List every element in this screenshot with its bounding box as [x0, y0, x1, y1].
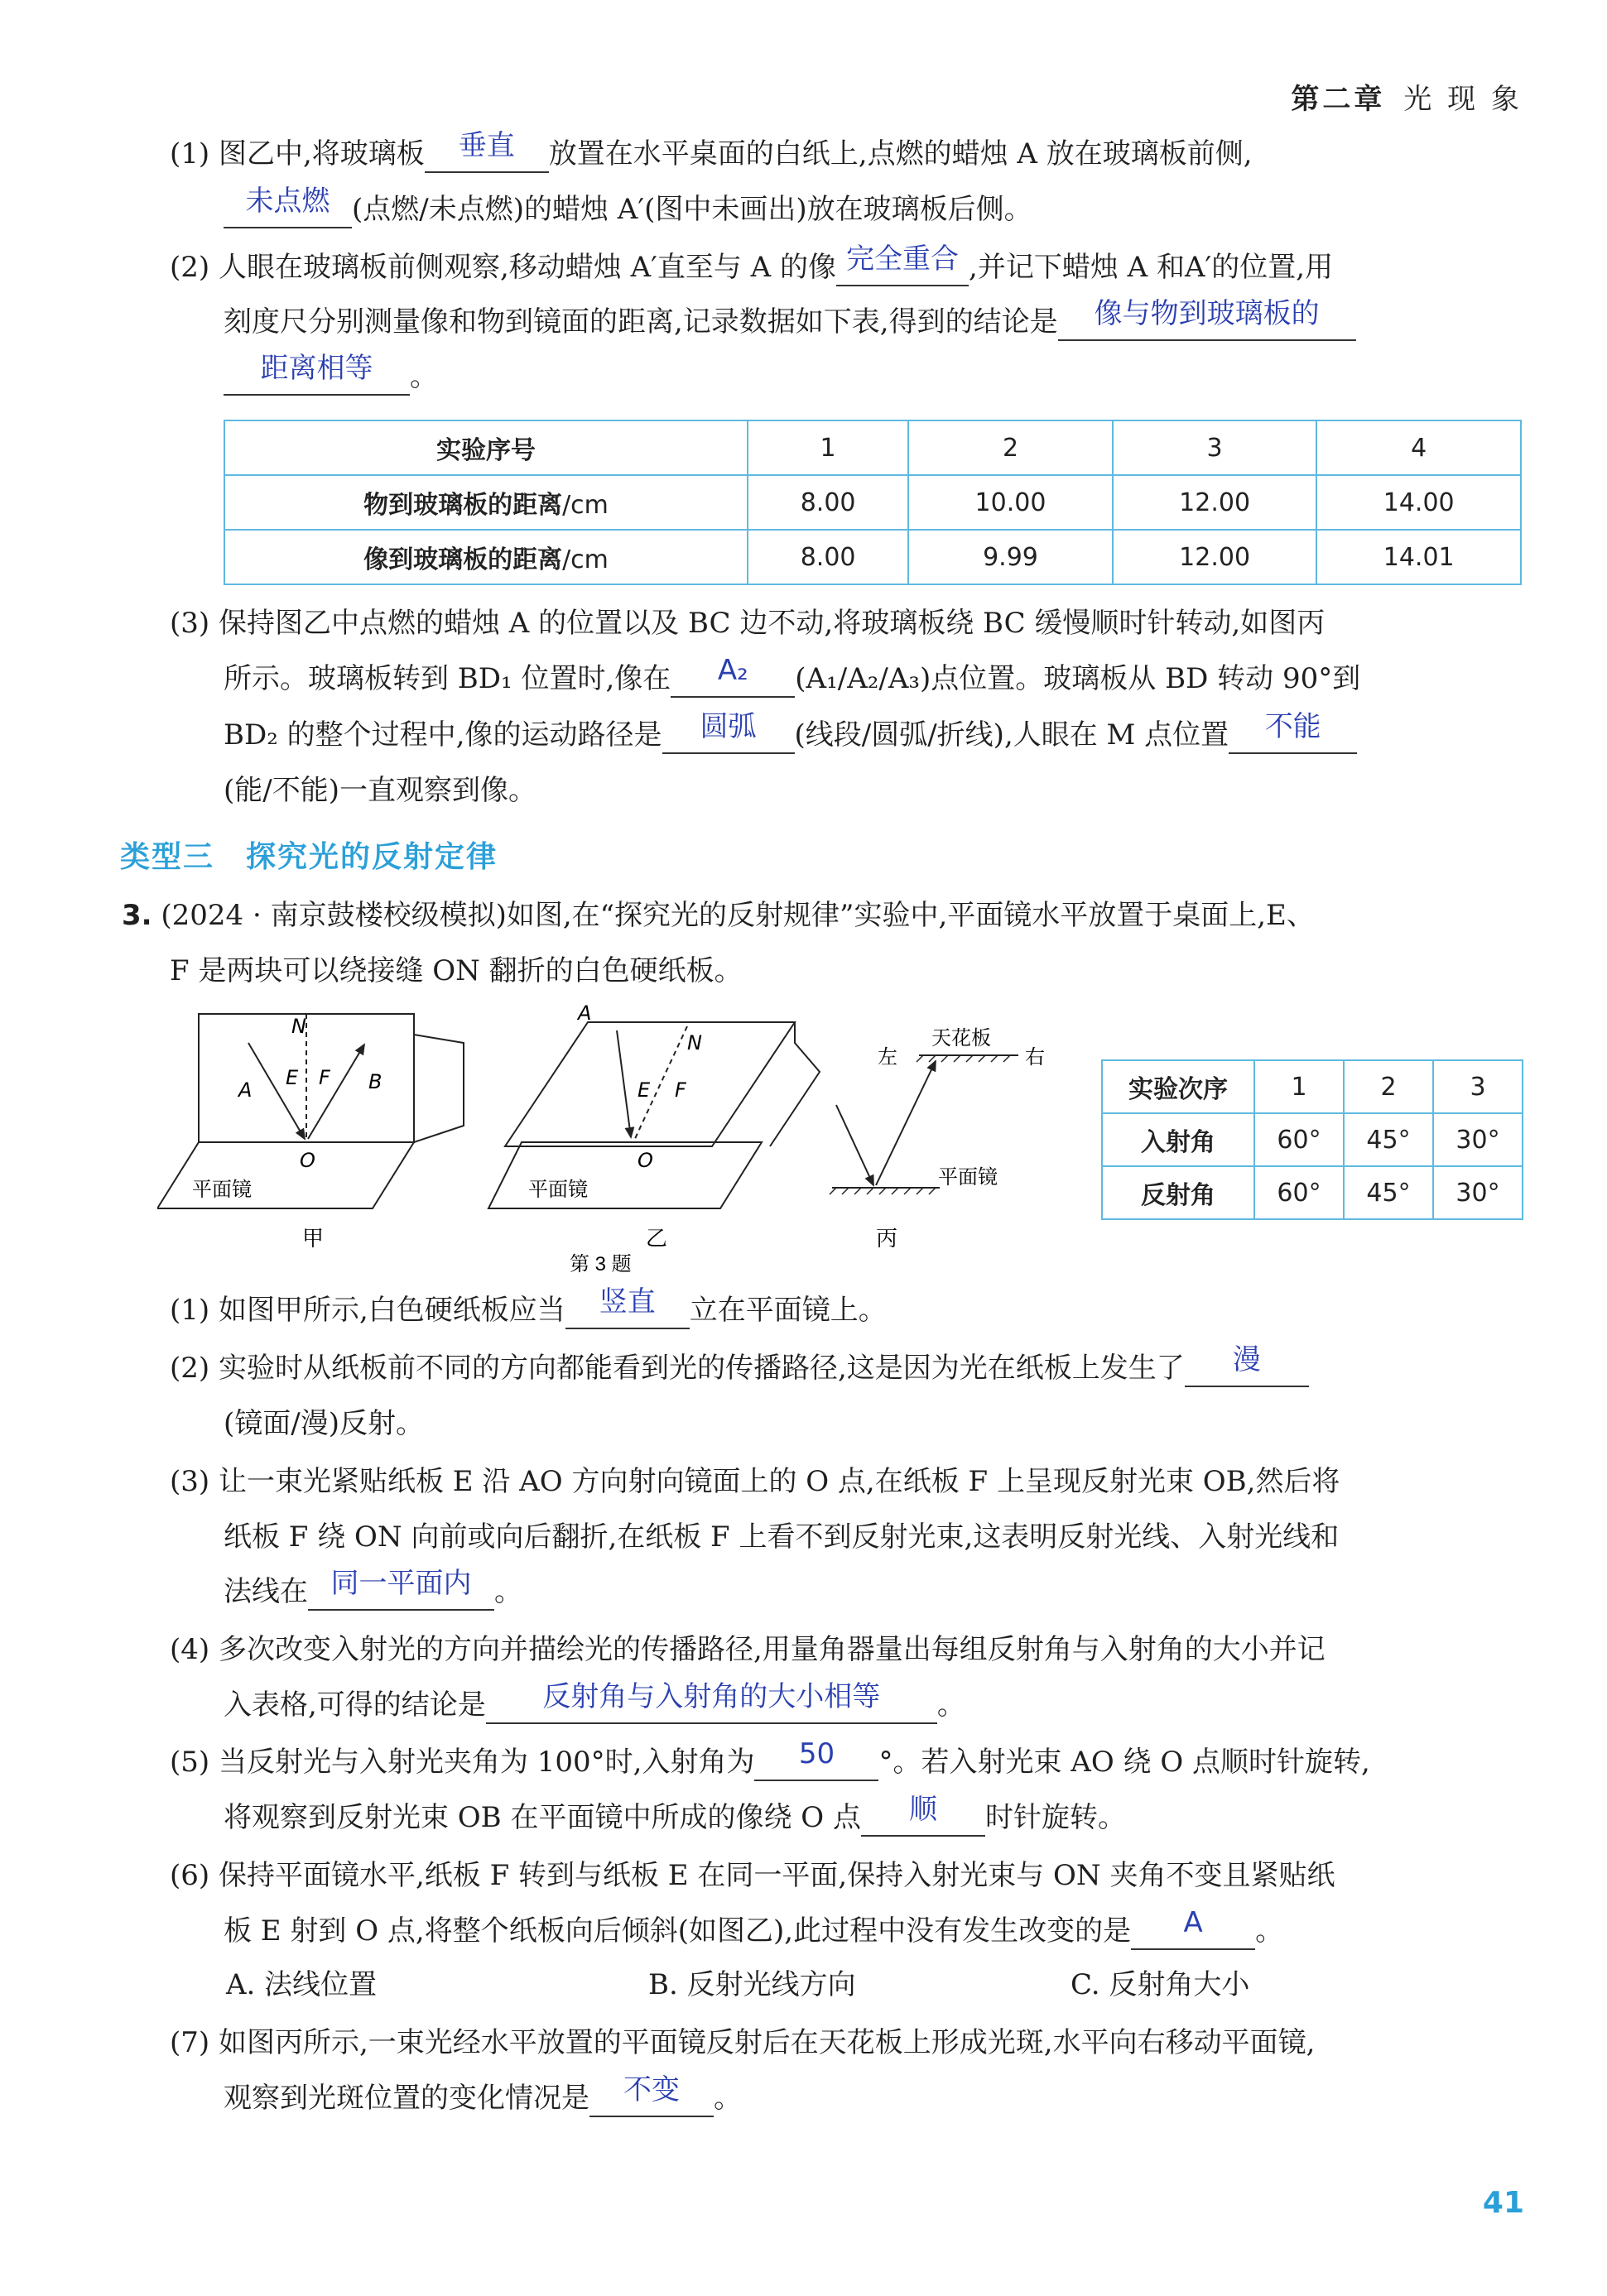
text: 时针旋转。 — [984, 1801, 1126, 1834]
figure-bing — [830, 1027, 1045, 1251]
jia-mirror-label: 平面镜 — [192, 1179, 252, 1201]
chapter-number: 第二章 — [1291, 83, 1386, 116]
q3-part3-line1 — [170, 1463, 1340, 1501]
q3-part6-line1 — [170, 1856, 1335, 1895]
answer-blank[interactable] — [1131, 1906, 1255, 1950]
answer-blank[interactable] — [425, 129, 549, 173]
text: 刻度尺分别测量像和物到镜面的距离,记录数据如下表,得到的结论是 — [224, 305, 1058, 339]
text: ,并记下蜡烛 A 和A′的位置,用 — [969, 251, 1334, 284]
jia-label-n: N — [291, 1015, 306, 1038]
text: (2) 人眼在玻璃板前侧观察,移动蜡烛 A′直至与 A 的像 — [170, 251, 837, 284]
chapter-title: 光 现 象 — [1403, 83, 1523, 116]
handwritten-answer: 竖直 — [599, 1285, 656, 1319]
text: (1) 图乙中,将玻璃板 — [170, 137, 425, 171]
distance-table — [224, 420, 1522, 585]
text: 将观察到反射光束 OB 在平面镜中所成的像绕 O 点 — [224, 1801, 861, 1834]
text: 观察到光斑位置的变化情况是 — [224, 2082, 589, 2115]
row-label — [224, 530, 748, 584]
figure-3-diagrams — [157, 1001, 1076, 1275]
text: (镜面/漫)反射。 — [224, 1407, 424, 1440]
row-unit: /cm — [562, 545, 609, 574]
row-label: 入射角 — [1102, 1113, 1254, 1166]
yi-label-o: O — [638, 1149, 653, 1172]
text: 板 E 射到 O 点,将整个纸板向后倾斜(如图乙),此过程中没有发生改变的是 — [224, 1914, 1132, 1948]
yi-incident-ray — [617, 1030, 631, 1137]
yi-label-a: A — [578, 1001, 592, 1025]
table-cell: 12.00 — [1113, 475, 1317, 530]
text: °。若入射光束 AO 绕 O 点顺时针旋转, — [878, 1746, 1370, 1779]
text: 。 — [494, 1575, 522, 1608]
q2-part2-line2 — [224, 297, 1356, 341]
text: (3) 让一束光紧贴纸板 E 沿 AO 方向射向镜面上的 O 点,在纸板 F 上呈现反射光束 OB,然后将 — [170, 1465, 1340, 1498]
q2-part3-line4 — [224, 771, 536, 809]
text: 。 — [410, 360, 438, 393]
text: (A₁/A₂/A₃)点位置。玻璃板从 BD 转动 90°到 — [795, 662, 1361, 695]
table-header-cell: 3 — [1433, 1060, 1523, 1113]
answer-blank[interactable] — [836, 243, 969, 286]
q3-part5-line1 — [170, 1737, 1370, 1781]
bing-right-label: 右 — [1025, 1046, 1045, 1069]
text: (6) 保持平面镜水平,纸板 F 转到与纸板 E 在同一平面,保持入射光束与 ON 夹角不变且紧贴纸 — [170, 1859, 1335, 1892]
row-label — [224, 475, 748, 530]
q3-part7-line2 — [224, 2073, 742, 2117]
text: 。 — [714, 2082, 742, 2115]
answer-blank[interactable] — [308, 1567, 494, 1611]
table-header-cell: 实验次序 — [1102, 1060, 1254, 1113]
table-cell: 45° — [1344, 1113, 1433, 1166]
bing-incident-ray — [836, 1105, 873, 1185]
table-header-cell: 实验序号 — [224, 420, 748, 475]
jia-label-o: O — [300, 1149, 315, 1172]
table-row — [224, 475, 1521, 530]
figure-caption: 第 3 题 — [570, 1253, 632, 1275]
handwritten-answer: 50 — [798, 1737, 835, 1770]
handwritten-answer: 完全重合 — [846, 243, 960, 276]
handwritten-answer: 顺 — [908, 1793, 937, 1826]
q3-part2-line1 — [170, 1343, 1309, 1387]
bing-ceiling-label: 天花板 — [931, 1027, 991, 1050]
table-header-cell: 2 — [1344, 1060, 1433, 1113]
q3-part1 — [170, 1285, 887, 1329]
q3-part3-line2 — [224, 1518, 1339, 1556]
table-cell: 45° — [1344, 1166, 1433, 1219]
q3-part7-line1 — [170, 2024, 1315, 2062]
bing-left-label: 左 — [878, 1046, 897, 1069]
row-label: 反射角 — [1102, 1166, 1254, 1219]
row-label-text: 物到玻璃板的距离 — [363, 491, 563, 520]
jia-label-b: B — [368, 1070, 383, 1093]
answer-blank[interactable] — [1185, 1343, 1309, 1387]
row-label-text: 像到玻璃板的距离 — [363, 545, 563, 574]
row-unit: /cm — [562, 491, 609, 520]
bing-name: 丙 — [876, 1226, 898, 1251]
section-title: 类型三 探究光的反射定律 — [120, 840, 498, 874]
table-cell: 60° — [1254, 1166, 1344, 1219]
table-header-row — [1102, 1060, 1523, 1113]
table-row — [1102, 1113, 1523, 1166]
handwritten-answer: 距离相等 — [260, 352, 373, 385]
table-cell: 8.00 — [748, 530, 908, 584]
jia-board-fold — [414, 1035, 464, 1142]
bing-mirror-hatch — [830, 1188, 936, 1194]
q2-part2-line1 — [170, 243, 1334, 286]
q2-part3-line2 — [224, 654, 1361, 698]
text: (2024 · 南京鼓楼校级模拟)如图,在“探究光的反射规律”实验中,平面镜水平放置于桌面上,E、 — [161, 899, 1315, 932]
yi-board-edge — [770, 1022, 820, 1146]
jia-name: 甲 — [302, 1226, 325, 1251]
answer-blank[interactable] — [224, 185, 352, 228]
q3-intro-line1 — [122, 896, 1315, 934]
handwritten-answer: 不能 — [1264, 710, 1321, 743]
handwritten-answer: 垂直 — [458, 129, 515, 162]
table-cell: 8.00 — [748, 475, 908, 530]
answer-blank[interactable] — [1229, 710, 1357, 754]
figure-yi — [488, 1001, 820, 1251]
q3-part4-line1 — [170, 1631, 1326, 1669]
answer-blank[interactable] — [671, 654, 795, 698]
table-row — [1102, 1166, 1523, 1219]
answer-blank[interactable] — [861, 1793, 985, 1837]
angle-table — [1101, 1059, 1523, 1220]
yi-label-e: E — [638, 1078, 651, 1102]
handwritten-answer: A — [1183, 1906, 1203, 1939]
answer-blank[interactable] — [589, 2073, 714, 2117]
jia-reflected-ray — [308, 1045, 364, 1139]
text: 放置在水平桌面的白纸上,点燃的蜡烛 A 放在玻璃板前侧, — [548, 137, 1253, 171]
handwritten-answer: 像与物到玻璃板的 — [1094, 297, 1320, 330]
q3-part6-line2 — [224, 1906, 1284, 1950]
q2-part1-line1 — [170, 129, 1253, 173]
jia-incident-ray — [248, 1043, 305, 1139]
chapter-header — [1291, 76, 1523, 117]
handwritten-answer: 圆弧 — [700, 710, 757, 743]
question-number: 3. — [122, 899, 152, 932]
table-header-cell: 2 — [908, 420, 1113, 475]
answer-blank[interactable] — [662, 710, 795, 754]
text: BD₂ 的整个过程中,像的运动路径是 — [224, 718, 662, 752]
option-a[interactable]: A. 法线位置 — [226, 1968, 378, 2001]
text: (7) 如图丙所示,一束光经水平放置的平面镜反射后在天花板上形成光斑,水平向右移动平面镜, — [170, 2026, 1316, 2059]
jia-label-e: E — [286, 1066, 299, 1089]
text: 纸板 F 绕 ON 向前或向后翻折,在纸板 F 上看不到反射光束,这表明反射光线、入射光线和 — [224, 1520, 1340, 1554]
q3-part5-line2 — [224, 1793, 1126, 1837]
q2-part3-line1 — [170, 604, 1325, 642]
handwritten-answer: 未点燃 — [245, 185, 330, 218]
text: (点燃/未点燃)的蜡烛 A′(图中未画出)放在玻璃板后侧。 — [352, 193, 1032, 226]
table-cell: 30° — [1433, 1166, 1523, 1219]
text: (5) 当反射光与入射光夹角为 100°时,入射角为 — [170, 1746, 755, 1779]
bing-reflected-ray — [876, 1061, 936, 1185]
q2-part1-line2 — [224, 185, 1032, 228]
handwritten-answer: 漫 — [1232, 1343, 1261, 1376]
answer-blank[interactable] — [1058, 297, 1356, 341]
text: (3) 保持图乙中点燃的蜡烛 A 的位置以及 BC 边不动,将玻璃板绕 BC 缓慢顺时针转动,如图丙 — [170, 607, 1326, 640]
text: (4) 多次改变入射光的方向并描绘光的传播路径,用量角器量出每组反射角与入射角的大小并记 — [170, 1633, 1326, 1666]
q3-intro-line2 — [170, 952, 743, 990]
table-cell: 14.00 — [1316, 475, 1521, 530]
answer-blank[interactable] — [224, 352, 410, 396]
yi-label-n: N — [687, 1031, 702, 1054]
yi-label-f: F — [675, 1078, 686, 1102]
handwritten-answer: 反射角与入射角的大小相等 — [542, 1680, 881, 1713]
table-cell: 9.99 — [908, 530, 1113, 584]
text: (能/不能)一直观察到像。 — [224, 774, 536, 807]
table-cell: 60° — [1254, 1113, 1344, 1166]
text: 。 — [1255, 1914, 1284, 1948]
answer-blank[interactable] — [565, 1285, 690, 1329]
q3-part3-line3 — [224, 1567, 522, 1611]
option-c[interactable]: C. 反射角大小 — [1071, 1968, 1250, 2001]
text: 。 — [936, 1688, 965, 1722]
table-header-cell: 1 — [748, 420, 908, 475]
table-cell: 30° — [1433, 1113, 1523, 1166]
jia-label-f: F — [319, 1066, 330, 1089]
page-number: 41 — [1482, 2186, 1524, 2220]
table-row — [224, 530, 1521, 584]
jia-label-a: A — [238, 1078, 253, 1102]
bing-mirror-label: 平面镜 — [938, 1166, 998, 1189]
table-cell: 12.00 — [1113, 530, 1317, 584]
text: F 是两块可以绕接缝 ON 翻折的白色硬纸板。 — [170, 954, 743, 987]
table-header-cell: 1 — [1254, 1060, 1344, 1113]
bing-ceiling-hatch — [917, 1055, 1010, 1062]
table-header-row — [224, 420, 1521, 475]
table-header-cell: 4 — [1316, 420, 1521, 475]
yi-name: 乙 — [646, 1226, 668, 1251]
q3-part4-line2 — [224, 1680, 965, 1724]
figure-jia — [157, 1014, 464, 1251]
text: 入表格,可得的结论是 — [224, 1688, 486, 1722]
text: (2) 实验时从纸板前不同的方向都能看到光的传播路径,这是因为光在纸板上发生了 — [170, 1352, 1185, 1385]
yi-mirror-label: 平面镜 — [528, 1179, 588, 1201]
handwritten-answer: 不变 — [623, 2073, 680, 2106]
handwritten-answer: 同一平面内 — [330, 1567, 472, 1600]
handwritten-answer: A₂ — [717, 654, 748, 687]
table-cell: 14.01 — [1316, 530, 1521, 584]
answer-blank[interactable] — [486, 1680, 937, 1724]
q2-part3-line3 — [224, 710, 1357, 754]
text: 法线在 — [224, 1575, 308, 1608]
q2-part2-line3 — [224, 352, 438, 396]
option-b[interactable]: B. 反射光线方向 — [648, 1968, 856, 2001]
text: (1) 如图甲所示,白色硬纸板应当 — [170, 1294, 565, 1327]
text: 所示。玻璃板转到 BD₁ 位置时,像在 — [224, 662, 671, 695]
answer-blank[interactable] — [754, 1737, 878, 1781]
text: (线段/圆弧/折线),人眼在 M 点位置 — [794, 718, 1229, 752]
q3-part2-line2 — [224, 1405, 424, 1443]
text: 立在平面镜上。 — [689, 1294, 887, 1327]
table-header-cell: 3 — [1113, 420, 1317, 475]
table-cell: 10.00 — [908, 475, 1113, 530]
